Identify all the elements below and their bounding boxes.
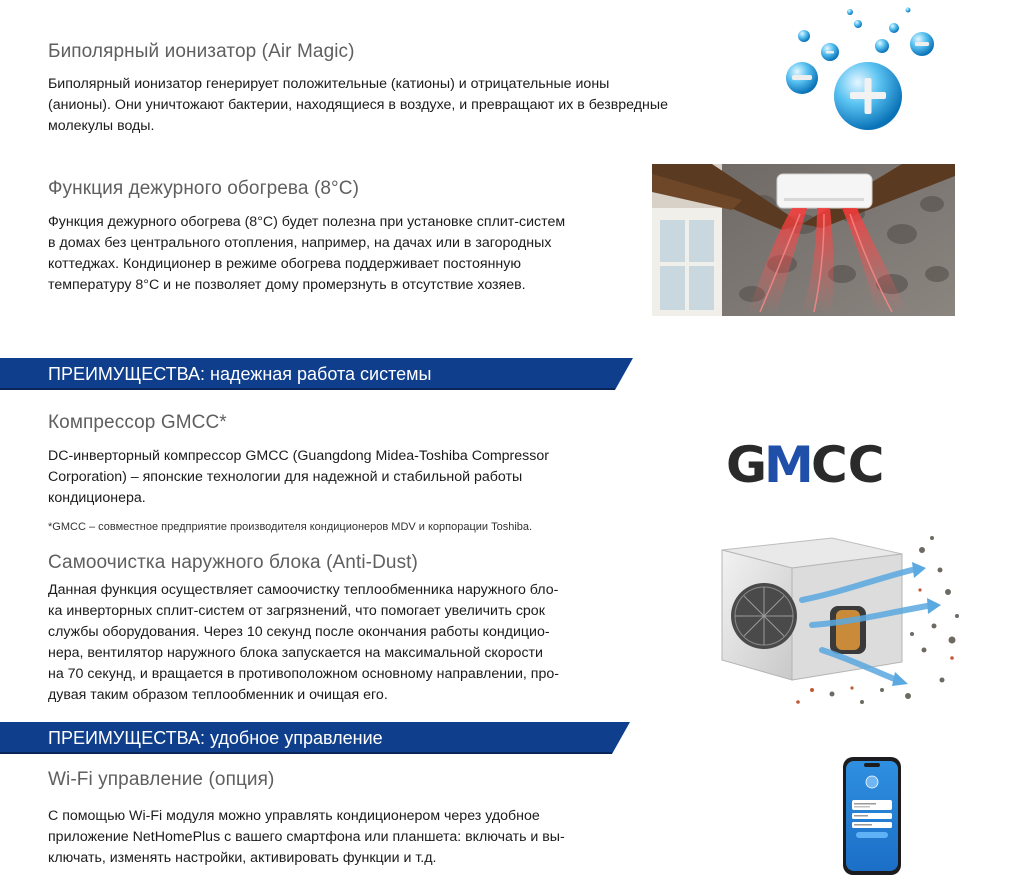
heating-line-2: в домах без центрального отопления, например, на дачах или в загородных (48, 235, 552, 251)
ion-bubbles-icon (776, 6, 948, 138)
heating-line-1: Функция дежурного обогрева (8°C) будет полезна при установке сплит-систем (48, 214, 566, 230)
gmcc-logo-m: M (764, 438, 814, 490)
compressor-line-1: DC-инверторный компрессор GMCC (Guangdong Midea-Toshiba Compressor (48, 448, 549, 464)
compressor-line-3: кондиционера. (48, 490, 146, 506)
banner-control-text: ПРЕИМУЩЕСТВА: удобное управление (48, 728, 383, 748)
antidust-line-6: дувая таким образом теплообменник и очищая его. (48, 687, 388, 703)
heating-text (48, 212, 648, 296)
heating-line-4: температуру 8°C и не позволяет дому промерзнуть в отсутствие хозяев. (48, 277, 526, 293)
banner-reliability-text: ПРЕИМУЩЕСТВА: надежная работа системы (48, 364, 432, 384)
heating-room-illustration (652, 164, 955, 316)
ionizer-heading: Биполярный ионизатор (Air Magic) (48, 41, 355, 62)
ionizer-line-3: молекулы воды. (48, 118, 155, 134)
ionizer-line-2: (анионы). Они уничтожают бактерии, находящиеся в воздухе, и превращают их в безвредные (48, 97, 668, 113)
heating-heading: Функция дежурного обогрева (8°C) (48, 178, 359, 199)
compressor-heading: Компрессор GMCC* (48, 412, 227, 433)
wifi-heading: Wi-Fi управление (опция) (48, 769, 275, 790)
gmcc-logo-cc: CC (811, 438, 885, 490)
wifi-text (48, 806, 632, 869)
gmcc-logo-g: G (726, 438, 768, 490)
compressor-line-2: Corporation) – японские технологии для надежной и стабильной работы (48, 469, 523, 485)
antidust-heading: Самоочистка наружного блока (Anti-Dust) (48, 552, 418, 573)
ionizer-text (48, 74, 768, 137)
heating-line-3: коттеджах. Кондиционер в режиме обогрева поддерживает постоянную (48, 256, 521, 272)
ionizer-line-1: Биполярный ионизатор генерирует положительные (катионы) и отрицательные ионы (48, 76, 610, 92)
banner-control (0, 722, 636, 754)
wifi-line-3: ключать, изменять настройки, активировать функции и т.д. (48, 850, 437, 866)
compressor-footnote: *GMCC – совместное предприятие производителя кондиционеров MDV и корпорации Toshiba. (48, 521, 533, 533)
antidust-line-1: Данная функция осуществляет самоочистку теплообменника наружного бло- (48, 582, 559, 598)
gmcc-logo-mark (726, 438, 916, 490)
antidust-line-5: на 70 секунд, и вращается в противоположном основному направлении, про- (48, 666, 559, 682)
smartphone-app-icon (842, 756, 902, 876)
gmcc-logo (726, 438, 916, 490)
antidust-text (48, 580, 632, 706)
wifi-line-2: приложение NetHomePlus с вашего смартфона или планшета: включать и вы- (48, 829, 565, 845)
wifi-line-1: С помощью Wi-Fi модуля можно управлять кондиционером через удобное (48, 808, 540, 824)
antidust-line-3: службы оборудования. Через 10 секунд после окончания работы кондицио- (48, 624, 550, 640)
compressor-text (48, 446, 632, 509)
banner-reliability (0, 358, 636, 390)
antidust-line-2: ка инверторных сплит-систем от загрязнений, что помогает увеличить срок (48, 603, 545, 619)
outdoor-unit-illustration (712, 530, 962, 716)
antidust-line-4: нера, вентилятор наружного блока запускается на максимальной скорости (48, 645, 543, 661)
